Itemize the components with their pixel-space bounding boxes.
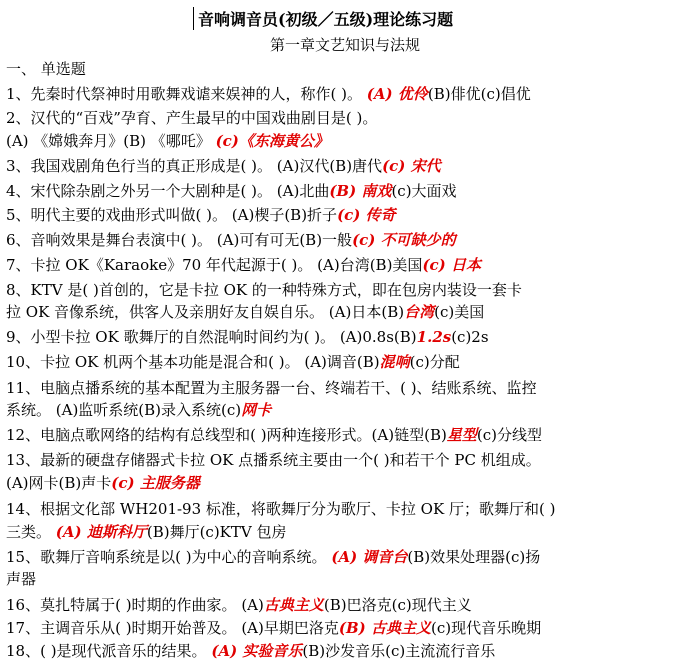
answer-highlight: (A) 调音台: [331, 548, 408, 566]
answer-highlight: 古典主义: [263, 596, 324, 614]
answer-highlight: (A) 迪斯科厅: [55, 523, 147, 541]
question-text: 15、歌舞厅音响系统是以( )为中心的音响系统。: [6, 548, 332, 566]
question-text: 9、小型卡拉 OK 歌舞厅的自然混响时间约为( )。 (A)0.8s(B): [6, 328, 417, 346]
answer-highlight: 台湾: [404, 303, 435, 321]
question-text: 13、最新的硬盘存储器式卡拉 OK 点播系统主要由一个( )和若干个 PC 机组成。: [6, 451, 541, 469]
question-line: [6, 399, 271, 420]
question-line: [6, 617, 541, 638]
question-text: 拉 OK 音像系统，供客人及亲朋好友自娱自乐。 (A)日本(B): [6, 303, 405, 321]
question-text: 8、KTV 是( )首创的，它是卡拉 OK 的一种特殊方式，即在包房内装设一套卡: [6, 281, 522, 299]
answer-highlight: (A) 实验音乐: [211, 642, 303, 660]
question-text: 11、电脑点播系统的基本配置为主服务器一台、终端若干、( )、结账系统、监控: [6, 379, 537, 397]
question-text: 声器: [6, 570, 37, 588]
answer-highlight: (c) 主服务器: [111, 474, 200, 492]
question-line: [6, 279, 522, 300]
question-line: [6, 301, 484, 322]
question-line: [6, 83, 531, 104]
answer-highlight: 网卡: [241, 401, 272, 419]
question-text: 3、我国戏剧角色行当的真正形成是( )。 (A)汉代(B)唐代: [6, 157, 383, 175]
question-line: [6, 130, 329, 151]
question-line: [6, 498, 555, 519]
question-text: 系统。 (A)监听系统(B)录入系统(c): [6, 401, 242, 419]
question-text: (B)沙发音乐(c)主流流行音乐: [302, 642, 496, 660]
question-line: [6, 229, 456, 250]
question-text: 12、电脑点歌网络的结构有总线型和( )两种连接形式。(A)链型(B): [6, 426, 447, 444]
question-line: [6, 180, 457, 201]
question-line: [6, 424, 542, 445]
question-line: [6, 449, 541, 470]
question-text: 三类。: [6, 523, 56, 541]
question-text: (B)效果处理器(c)扬: [407, 548, 541, 566]
question-text: (c)美国: [434, 303, 485, 321]
question-text: 14、根据文化部 WH201-93 标准，将歌舞厅分为歌厅、卡拉 OK 厅；歌舞厅和( ): [6, 500, 556, 518]
question-line: [6, 326, 489, 347]
question-text: (c)分配: [409, 353, 460, 371]
answer-highlight: 1.2s: [416, 328, 452, 346]
question-text: (A)网卡(B)声卡: [6, 474, 112, 492]
answer-highlight: 星型: [446, 426, 477, 444]
question-text: 6、音响效果是舞台表演中( )。 (A)可有可无(B)一般: [6, 231, 353, 249]
question-text: (A) 《嫦娥奔月》(B) 《哪吒》: [6, 132, 216, 150]
question-line: [6, 107, 377, 128]
question-line: [6, 521, 287, 542]
question-text: 5、明代主要的戏曲形式叫做( )。 (A)楔子(B)折子: [6, 206, 338, 224]
question-text: 2、汉代的“百戏”孕育、产生最早的中国戏曲剧目是( )。: [6, 109, 378, 127]
question-line: [6, 155, 441, 176]
question-line: [6, 472, 200, 493]
question-text: 18、( )是现代派音乐的结果。: [6, 642, 212, 660]
section-heading: 一、 单选题: [6, 60, 86, 78]
chapter-heading: 第一章文艺知识与法规: [270, 36, 421, 54]
question-text: (c)2s: [451, 328, 489, 346]
answer-highlight: (A) 优伶: [366, 85, 428, 103]
question-line: [6, 254, 481, 275]
question-line: [6, 204, 396, 225]
question-text: (c)分线型: [476, 426, 542, 444]
question-line: [6, 377, 537, 398]
question-text: 1、先秦时代祭神时用歌舞戏谑来娱神的人，称作( )。: [6, 85, 367, 103]
answer-highlight: (c) 传奇: [337, 206, 396, 224]
question-line: [6, 594, 472, 615]
question-text: (c)现代音乐晚期: [430, 619, 542, 637]
answer-highlight: (c)《东海黄公》: [215, 132, 329, 150]
question-text: (B)舞厅(c)KTV 包房: [146, 523, 287, 541]
document-title: 音响调音员(初级／五级)理论练习题: [193, 7, 453, 30]
question-text: 10、卡拉 OK 机两个基本功能是混合和( )。 (A)调音(B): [6, 353, 380, 371]
question-line: [6, 351, 460, 372]
question-text: 4、宋代除杂剧之外另一个大剧种是( )。 (A)北曲: [6, 182, 330, 200]
question-text: 17、主调音乐从( )时期开始普及。 (A)早期巴洛克: [6, 619, 339, 637]
question-text: (B)俳优(c)倡优: [427, 85, 531, 103]
question-text: 16、莫扎特属于( )时期的作曲家。 (A): [6, 596, 264, 614]
answer-highlight: (c) 不可缺少的: [352, 231, 456, 249]
question-line: [6, 568, 36, 589]
question-line: [6, 546, 540, 567]
answer-highlight: (c) 日本: [422, 256, 481, 274]
question-text: (B)巴洛克(c)现代主义: [323, 596, 472, 614]
answer-highlight: 混响: [379, 353, 410, 371]
question-text: 7、卡拉 OK《Karaoke》70 年代起源于( )。 (A)台湾(B)美国: [6, 256, 423, 274]
answer-highlight: (B) 古典主义: [338, 619, 431, 637]
answer-highlight: (c) 宋代: [382, 157, 441, 175]
answer-highlight: (B) 南戏: [329, 182, 392, 200]
question-text: (c)大面戏: [391, 182, 457, 200]
